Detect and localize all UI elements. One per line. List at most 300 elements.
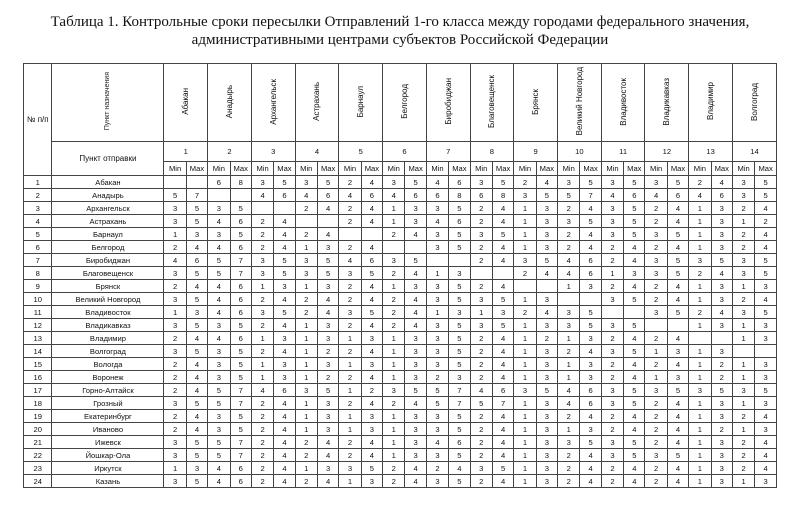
- max-value-cell: [755, 345, 777, 358]
- max-value-cell: 6: [449, 215, 470, 228]
- min-value-cell: 3: [689, 254, 711, 267]
- min-value-cell: 4: [558, 397, 580, 410]
- max-value-cell: [580, 293, 601, 306]
- max-value-cell: 5: [274, 306, 295, 319]
- max-value-cell: 4: [317, 293, 338, 306]
- min-header: Min: [208, 162, 230, 176]
- origin-city: Иркутск: [52, 462, 164, 475]
- max-value-cell: 5: [449, 423, 470, 436]
- table-row: [24, 319, 777, 332]
- max-value-cell: 3: [274, 280, 295, 293]
- min-value-cell: 3: [383, 384, 405, 397]
- max-value-cell: 5: [230, 228, 251, 241]
- page-title-line-1: Таблица 1. Контрольные сроки пересылки Отправлений 1-го класса между городами федерального значения,: [50, 14, 750, 30]
- max-header: Max: [230, 162, 251, 176]
- min-value-cell: 4: [164, 254, 186, 267]
- max-value-cell: 5: [492, 176, 513, 189]
- max-value-cell: 5: [580, 176, 601, 189]
- min-value-cell: 2: [164, 358, 186, 371]
- min-value-cell: 1: [514, 462, 536, 475]
- max-value-cell: 5: [667, 176, 688, 189]
- max-value-cell: 4: [405, 228, 426, 241]
- min-value-cell: 1: [514, 371, 536, 384]
- max-value-cell: 4: [711, 176, 732, 189]
- destination-name-header: Абакан: [164, 64, 208, 142]
- destination-name-header: Архангельск: [251, 64, 295, 142]
- max-value-cell: 4: [711, 267, 732, 280]
- max-value-cell: 4: [667, 462, 688, 475]
- min-value-cell: 2: [558, 475, 580, 488]
- min-value-cell: 1: [732, 423, 754, 436]
- min-value-cell: 3: [558, 176, 580, 189]
- min-value-cell: 2: [470, 202, 492, 215]
- min-value-cell: 2: [645, 215, 667, 228]
- min-value-cell: 2: [645, 436, 667, 449]
- min-value-cell: 1: [558, 280, 580, 293]
- min-value-cell: 3: [426, 293, 448, 306]
- origin-city: Иваново: [52, 423, 164, 436]
- min-value-cell: 3: [426, 332, 448, 345]
- min-value-cell: 4: [295, 189, 317, 202]
- max-value-cell: 4: [317, 306, 338, 319]
- max-value-cell: 4: [492, 215, 513, 228]
- min-value-cell: 3: [601, 345, 623, 358]
- max-value-cell: 5: [492, 228, 513, 241]
- min-value-cell: 1: [295, 332, 317, 345]
- min-value-cell: 2: [164, 384, 186, 397]
- row-number: 6: [24, 241, 52, 254]
- min-value-cell: 3: [732, 267, 754, 280]
- min-value-cell: 2: [339, 345, 361, 358]
- destination-number-header: 2: [208, 142, 252, 162]
- table-row: [24, 475, 777, 488]
- max-header: Max: [186, 162, 207, 176]
- max-value-cell: 3: [186, 462, 207, 475]
- origin-city: Благовещенск: [52, 267, 164, 280]
- max-value-cell: 5: [449, 475, 470, 488]
- row-number: 4: [24, 215, 52, 228]
- min-value-cell: 1: [514, 410, 536, 423]
- min-value-cell: 4: [426, 215, 448, 228]
- max-value-cell: 4: [580, 241, 601, 254]
- max-value-cell: 5: [186, 202, 207, 215]
- min-value-cell: 1: [732, 319, 754, 332]
- max-value-cell: 5: [186, 436, 207, 449]
- min-value-cell: 4: [558, 384, 580, 397]
- min-value-cell: 1: [295, 410, 317, 423]
- min-value-cell: 2: [251, 436, 273, 449]
- max-value-cell: 4: [667, 202, 688, 215]
- max-value-cell: 4: [186, 371, 207, 384]
- min-value-cell: 2: [645, 202, 667, 215]
- min-header: Min: [601, 162, 623, 176]
- min-value-cell: 3: [164, 449, 186, 462]
- max-value-cell: 3: [711, 462, 732, 475]
- min-value-cell: 1: [251, 358, 273, 371]
- max-value-cell: 3: [536, 202, 557, 215]
- min-value-cell: 2: [339, 371, 361, 384]
- min-value-cell: 1: [295, 280, 317, 293]
- max-value-cell: 2: [711, 423, 732, 436]
- max-value-cell: 5: [274, 254, 295, 267]
- max-value-cell: 5: [230, 319, 251, 332]
- max-value-cell: 4: [186, 358, 207, 371]
- max-value-cell: 5: [230, 202, 251, 215]
- max-value-cell: 3: [405, 410, 426, 423]
- min-value-cell: 1: [732, 280, 754, 293]
- min-value-cell: 1: [689, 436, 711, 449]
- max-value-cell: 3: [711, 280, 732, 293]
- min-value-cell: 1: [558, 371, 580, 384]
- max-value-cell: 4: [361, 345, 382, 358]
- max-value-cell: 5: [449, 332, 470, 345]
- max-value-cell: 3: [361, 475, 382, 488]
- min-value-cell: 5: [208, 267, 230, 280]
- origin-city: Анадырь: [52, 189, 164, 202]
- max-value-cell: 7: [230, 449, 251, 462]
- min-value-cell: 2: [514, 306, 536, 319]
- min-value-cell: 1: [689, 345, 711, 358]
- max-value-cell: 5: [186, 345, 207, 358]
- min-value-cell: 3: [426, 449, 448, 462]
- max-value-cell: 4: [755, 449, 777, 462]
- max-value-cell: 5: [361, 267, 382, 280]
- max-value-cell: 3: [361, 410, 382, 423]
- max-value-cell: 5: [449, 449, 470, 462]
- destination-number-header: 10: [558, 142, 602, 162]
- min-value-cell: 1: [339, 384, 361, 397]
- min-value-cell: 2: [558, 410, 580, 423]
- min-value-cell: 1: [295, 241, 317, 254]
- min-value-cell: 2: [251, 475, 273, 488]
- min-value-cell: 3: [732, 254, 754, 267]
- min-value-cell: 1: [689, 397, 711, 410]
- max-header: Max: [580, 162, 601, 176]
- min-value-cell: 5: [208, 384, 230, 397]
- max-value-cell: 5: [536, 384, 557, 397]
- max-value-cell: 3: [274, 332, 295, 345]
- min-value-cell: 1: [732, 215, 754, 228]
- max-value-cell: 4: [361, 293, 382, 306]
- max-value-cell: 5: [230, 345, 251, 358]
- min-value-cell: 2: [558, 462, 580, 475]
- table-row: [24, 436, 777, 449]
- min-value-cell: 3: [251, 306, 273, 319]
- min-value-cell: [470, 267, 492, 280]
- max-value-cell: [186, 176, 207, 189]
- max-value-cell: 4: [317, 436, 338, 449]
- max-header: Max: [667, 162, 688, 176]
- max-value-cell: [711, 332, 732, 345]
- min-value-cell: 1: [514, 397, 536, 410]
- max-value-cell: 4: [755, 293, 777, 306]
- min-value-cell: 1: [558, 423, 580, 436]
- row-number-header: № п/п: [24, 64, 52, 176]
- min-value-cell: 2: [339, 319, 361, 332]
- min-value-cell: [251, 202, 273, 215]
- min-value-cell: 2: [601, 423, 623, 436]
- min-value-cell: 2: [164, 280, 186, 293]
- min-header: Min: [251, 162, 273, 176]
- min-value-cell: 1: [645, 345, 667, 358]
- max-value-cell: 5: [580, 436, 601, 449]
- max-value-cell: 8: [230, 176, 251, 189]
- max-header: Max: [449, 162, 470, 176]
- max-value-cell: 5: [186, 267, 207, 280]
- min-value-cell: 1: [339, 410, 361, 423]
- min-value-cell: 2: [251, 319, 273, 332]
- max-value-cell: 6: [186, 254, 207, 267]
- max-value-cell: 3: [580, 371, 601, 384]
- table-row: [24, 176, 777, 189]
- min-value-cell: 3: [383, 254, 405, 267]
- min-value-cell: 2: [732, 410, 754, 423]
- min-value-cell: 2: [383, 228, 405, 241]
- row-number: 21: [24, 436, 52, 449]
- destination-number-header: 4: [295, 142, 339, 162]
- min-value-cell: 1: [689, 358, 711, 371]
- max-value-cell: 5: [624, 449, 645, 462]
- min-value-cell: 2: [470, 423, 492, 436]
- origin-city: Казань: [52, 475, 164, 488]
- max-value-cell: 5: [624, 384, 645, 397]
- min-value-cell: 3: [164, 267, 186, 280]
- min-value-cell: 4: [558, 254, 580, 267]
- min-value-cell: 3: [470, 293, 492, 306]
- max-value-cell: 3: [449, 267, 470, 280]
- max-value-cell: 4: [361, 202, 382, 215]
- max-header: Max: [492, 162, 513, 176]
- min-value-cell: 4: [558, 267, 580, 280]
- max-value-cell: 4: [492, 345, 513, 358]
- max-value-cell: 6: [580, 267, 601, 280]
- min-header: Min: [732, 162, 754, 176]
- min-header: Min: [426, 162, 448, 176]
- max-value-cell: 2: [536, 332, 557, 345]
- min-value-cell: 3: [251, 267, 273, 280]
- max-value-cell: 4: [755, 436, 777, 449]
- max-value-cell: 5: [449, 358, 470, 371]
- max-value-cell: 6: [449, 436, 470, 449]
- max-value-cell: 4: [361, 176, 382, 189]
- max-value-cell: 4: [405, 462, 426, 475]
- min-value-cell: 2: [601, 410, 623, 423]
- max-value-cell: 4: [667, 215, 688, 228]
- table-row: [24, 371, 777, 384]
- min-value-cell: 3: [601, 202, 623, 215]
- max-value-cell: 4: [667, 332, 688, 345]
- min-value-cell: 2: [732, 462, 754, 475]
- destination-number-header: 13: [689, 142, 733, 162]
- min-value-cell: 1: [339, 332, 361, 345]
- max-value-cell: 4: [186, 384, 207, 397]
- table-row: [24, 293, 777, 306]
- max-header: Max: [317, 162, 338, 176]
- max-value-cell: 4: [274, 241, 295, 254]
- min-value-cell: 1: [383, 371, 405, 384]
- max-value-cell: 3: [449, 371, 470, 384]
- min-header: Min: [558, 162, 580, 176]
- row-number: 19: [24, 410, 52, 423]
- table-row: [24, 423, 777, 436]
- min-value-cell: 3: [732, 306, 754, 319]
- max-value-cell: 7: [230, 267, 251, 280]
- table-row: [24, 462, 777, 475]
- min-value-cell: 1: [426, 306, 448, 319]
- max-value-cell: 3: [536, 475, 557, 488]
- min-value-cell: 3: [426, 280, 448, 293]
- min-value-cell: 2: [470, 475, 492, 488]
- max-value-cell: 4: [492, 423, 513, 436]
- min-value-cell: 3: [164, 215, 186, 228]
- min-value-cell: 1: [295, 462, 317, 475]
- origin-city: Екатеринбург: [52, 410, 164, 423]
- min-value-cell: 1: [383, 410, 405, 423]
- min-value-cell: 2: [251, 228, 273, 241]
- max-value-cell: 4: [580, 449, 601, 462]
- min-value-cell: 2: [601, 371, 623, 384]
- min-value-cell: 2: [383, 267, 405, 280]
- min-value-cell: 1: [295, 371, 317, 384]
- min-value-cell: 3: [164, 319, 186, 332]
- min-value-cell: 5: [208, 436, 230, 449]
- min-value-cell: 2: [558, 345, 580, 358]
- max-value-cell: 5: [536, 189, 557, 202]
- max-value-cell: 5: [449, 202, 470, 215]
- origin-city: Барнаул: [52, 228, 164, 241]
- table-row: [24, 280, 777, 293]
- row-number: 2: [24, 189, 52, 202]
- max-value-cell: 4: [667, 397, 688, 410]
- max-value-cell: 6: [317, 189, 338, 202]
- min-value-cell: 2: [426, 371, 448, 384]
- min-value-cell: 2: [295, 475, 317, 488]
- min-value-cell: 3: [383, 176, 405, 189]
- min-value-cell: 1: [558, 332, 580, 345]
- max-value-cell: 6: [624, 189, 645, 202]
- page-title-line-2: административными центрами субъектов Российской Федерации: [191, 32, 609, 48]
- min-value-cell: 3: [339, 462, 361, 475]
- origin-city: Владимир: [52, 332, 164, 345]
- max-value-cell: 3: [580, 423, 601, 436]
- origin-city: Белгород: [52, 241, 164, 254]
- min-value-cell: 1: [732, 332, 754, 345]
- destination-name-header: Благовещенск: [470, 64, 514, 142]
- max-value-cell: 5: [449, 280, 470, 293]
- max-value-cell: 4: [492, 449, 513, 462]
- min-value-cell: 2: [339, 397, 361, 410]
- min-value-cell: 2: [470, 436, 492, 449]
- max-value-cell: 4: [317, 475, 338, 488]
- max-value-cell: 7: [230, 254, 251, 267]
- max-value-cell: 4: [361, 319, 382, 332]
- min-value-cell: 4: [208, 462, 230, 475]
- max-value-cell: 5: [624, 293, 645, 306]
- max-value-cell: 4: [186, 332, 207, 345]
- max-value-cell: 5: [624, 397, 645, 410]
- max-value-cell: 3: [274, 371, 295, 384]
- min-value-cell: 6: [426, 189, 448, 202]
- min-value-cell: 3: [645, 267, 667, 280]
- max-value-cell: 5: [361, 462, 382, 475]
- max-value-cell: 5: [405, 254, 426, 267]
- min-value-cell: 1: [339, 358, 361, 371]
- min-value-cell: 1: [514, 293, 536, 306]
- min-value-cell: 2: [470, 332, 492, 345]
- max-value-cell: 3: [405, 449, 426, 462]
- min-value-cell: 2: [251, 410, 273, 423]
- min-value-cell: 1: [514, 319, 536, 332]
- min-value-cell: 1: [339, 423, 361, 436]
- min-value-cell: 1: [164, 462, 186, 475]
- max-value-cell: 4: [536, 306, 557, 319]
- min-value-cell: 2: [295, 202, 317, 215]
- table-row: [24, 306, 777, 319]
- max-value-cell: 5: [274, 176, 295, 189]
- max-value-cell: 5: [186, 397, 207, 410]
- table-row: [24, 397, 777, 410]
- max-value-cell: 5: [317, 254, 338, 267]
- max-value-cell: 5: [624, 202, 645, 215]
- min-value-cell: 3: [601, 449, 623, 462]
- max-value-cell: 6: [580, 254, 601, 267]
- min-value-cell: 4: [601, 189, 623, 202]
- max-value-cell: 7: [580, 189, 601, 202]
- min-header: Min: [470, 162, 492, 176]
- max-value-cell: 3: [405, 358, 426, 371]
- min-value-cell: 2: [383, 319, 405, 332]
- max-value-cell: 5: [755, 189, 777, 202]
- min-value-cell: 2: [558, 228, 580, 241]
- max-value-cell: 4: [580, 462, 601, 475]
- min-value-cell: 4: [251, 384, 273, 397]
- min-header: Min: [514, 162, 536, 176]
- min-value-cell: 2: [251, 397, 273, 410]
- max-value-cell: [536, 280, 557, 293]
- min-value-cell: 4: [645, 189, 667, 202]
- min-value-cell: 4: [339, 189, 361, 202]
- max-value-cell: 7: [449, 397, 470, 410]
- max-value-cell: 4: [405, 293, 426, 306]
- max-value-cell: 7: [230, 384, 251, 397]
- min-value-cell: 2: [645, 462, 667, 475]
- max-value-cell: 3: [317, 397, 338, 410]
- min-value-cell: 3: [164, 202, 186, 215]
- max-value-cell: 4: [667, 241, 688, 254]
- min-value-cell: 1: [601, 267, 623, 280]
- max-value-cell: 4: [274, 410, 295, 423]
- max-value-cell: 4: [492, 410, 513, 423]
- row-number: 12: [24, 319, 52, 332]
- min-value-cell: 2: [383, 475, 405, 488]
- min-value-cell: 2: [295, 306, 317, 319]
- min-value-cell: 3: [645, 176, 667, 189]
- min-header: Min: [295, 162, 317, 176]
- min-value-cell: [732, 345, 754, 358]
- min-value-cell: 1: [645, 371, 667, 384]
- max-value-cell: 5: [230, 423, 251, 436]
- min-value-cell: [601, 306, 623, 319]
- min-value-cell: 1: [732, 397, 754, 410]
- max-value-cell: 5: [755, 306, 777, 319]
- min-value-cell: 2: [689, 267, 711, 280]
- max-value-cell: 5: [667, 267, 688, 280]
- min-value-cell: 3: [208, 319, 230, 332]
- table-row: [24, 358, 777, 371]
- min-value-cell: 2: [164, 423, 186, 436]
- max-value-cell: 5: [492, 462, 513, 475]
- max-value-cell: 3: [536, 241, 557, 254]
